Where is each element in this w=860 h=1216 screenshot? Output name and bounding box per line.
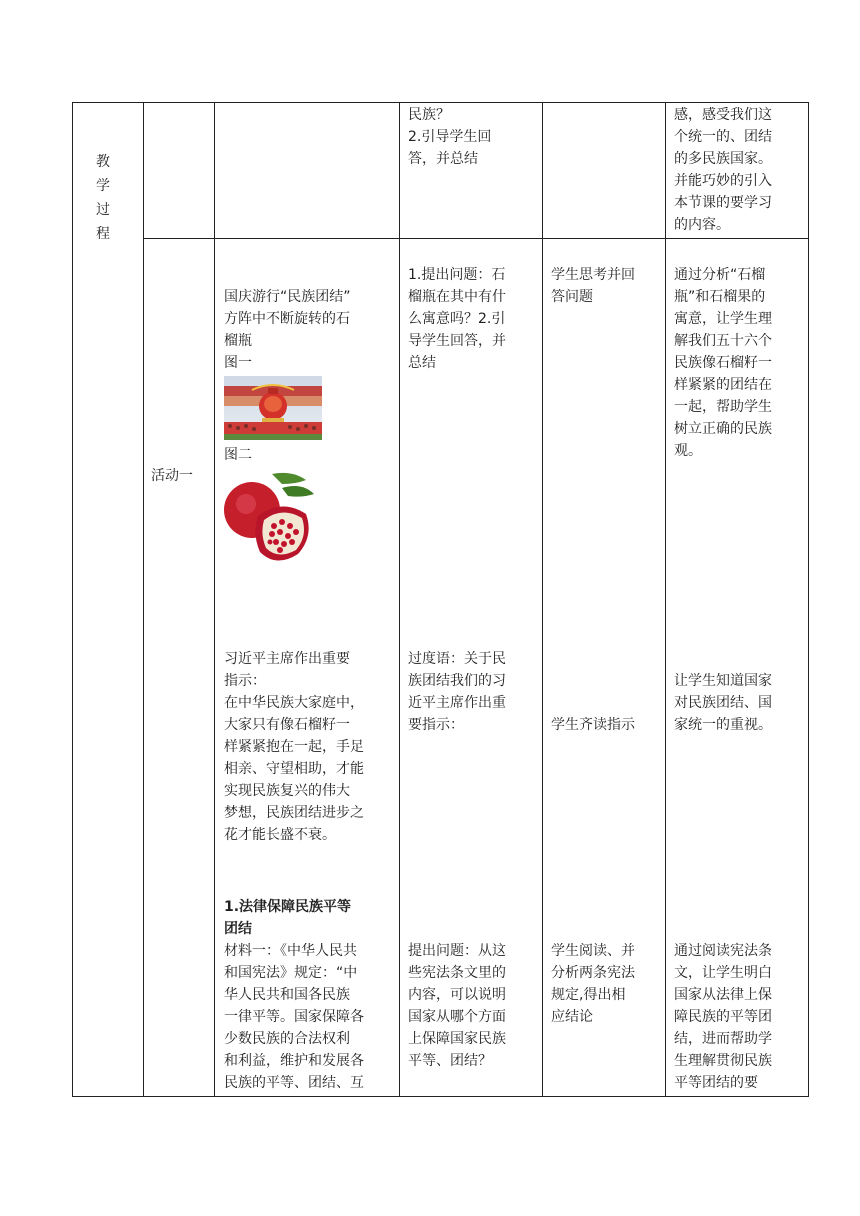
constitution-material-text: 材料一：《中华人民共 和国宪法》规定：“中 华人民共和国各民族 一律平等。国家保障各 少数民族的合法权利 和利益，维护和发展各 民族的平等、团结、互 [224, 943, 364, 1091]
section-label-char: 程 [96, 226, 110, 242]
activity-label: 活动一 [151, 468, 193, 484]
block1-student-activity: 学生思考并回 答问题 [551, 267, 635, 305]
block2-teacher-activity: 过度语：关于民 族团结我们的习 近平主席作出重 要指示： [408, 651, 506, 733]
block2-design-intent: 让学生知道国家 对民族团结、国 家统一的重视。 [674, 673, 772, 733]
section-label-char: 学 [96, 178, 110, 194]
section-label-char: 教 [96, 154, 110, 170]
row-divider [143, 238, 809, 239]
block3-design-intent: 通过阅读宪法条 文，让学生明白 国家从法律上保 障民族的平等团 结，进而帮助学 生理解贯彻民族 平等团结的要 [674, 943, 772, 1091]
xi-instruction-text: 习近平主席作出重要 指示： 在中华民族大家庭中， 大家只有像石榴籽一 样紧紧抱在一起，手足 相亲、守望相助，才能 实现民族复兴的伟大 梦想，民族团结进步之 花才能长盛不衰。 [224, 651, 364, 843]
parade-pomegranate-vase-image [224, 376, 322, 440]
table-bottom-border [72, 1096, 809, 1097]
section-label-char: 过 [96, 202, 110, 218]
law-guarantee-heading: 1.法律保障民族平等 团结 [224, 899, 352, 937]
block3-student-activity: 学生阅读、并 分析两条宪法 规定,得出相 应结论 [551, 943, 635, 1025]
figure-1-label: 图一 [224, 355, 252, 371]
pomegranate-vase-description: 国庆游行“民族团结” 方阵中不断旋转的石 榴瓶 [224, 289, 351, 349]
block1-design-intent: 通过分析“石榴 瓶”和石榴果的 寓意，让学生理 解我们五十六个 民族像石榴籽一 样紧紧的团结在 一起，帮助学生 树立正确的民族 观。 [674, 267, 772, 459]
col-border [542, 102, 543, 1097]
block2-student-activity: 学生齐读指示 [551, 717, 635, 733]
top-row-teacher-activity: 民族？ 2.引导学生回 答，并总结 [408, 107, 492, 167]
pomegranate-fruit-image [222, 470, 316, 565]
col-border [665, 102, 666, 1097]
figure-2-label: 图二 [224, 447, 252, 463]
col-border [399, 102, 400, 1097]
col-border [214, 102, 215, 1097]
top-row-design-intent: 感，感受我们这 个统一的、团结 的多民族国家。 并能巧妙的引入 本节课的要学习 的内容。 [674, 107, 772, 233]
section-label-teaching-process [93, 150, 113, 246]
col-border [143, 102, 144, 1097]
col-border [72, 102, 73, 1097]
block3-teacher-activity: 提出问题：从这 些宪法条文里的 内容，可以说明 国家从哪个方面 上保障国家民族 平等、团结？ [408, 943, 506, 1069]
block1-teacher-activity: 1.提出问题：石 榴瓶在其中有什 么寓意吗？2.引 导学生回答，并 总结 [408, 267, 506, 371]
table-top-border [72, 102, 809, 103]
table-right-border [808, 102, 809, 1097]
